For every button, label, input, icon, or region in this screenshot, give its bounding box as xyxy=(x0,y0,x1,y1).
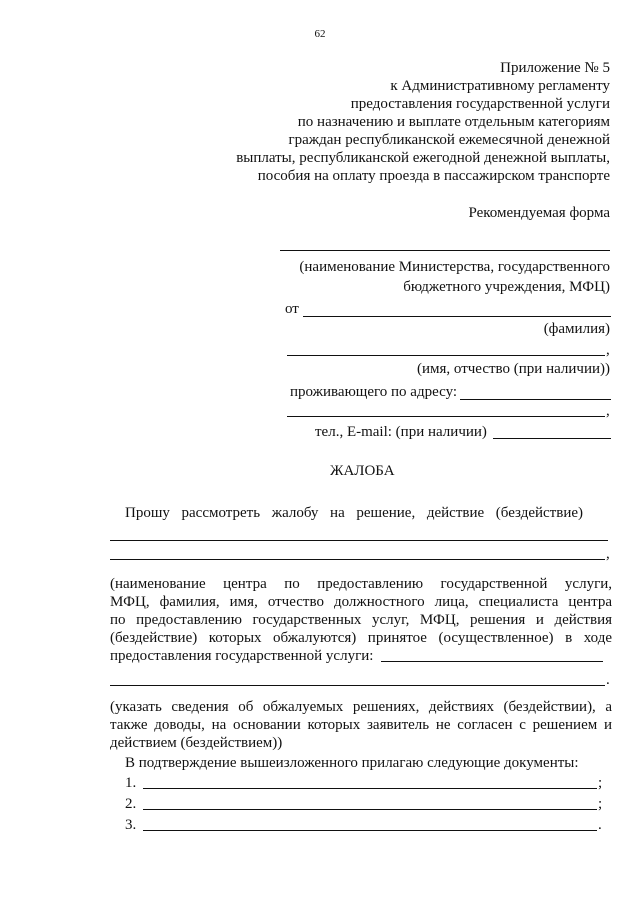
document-item-field-1[interactable] xyxy=(143,788,597,789)
name-field[interactable] xyxy=(287,355,605,356)
specify-line-1: (указать сведения об обжалуемых решениях, действиях (бездействии), а xyxy=(110,699,612,715)
specify-line-2: также доводы, на основании которых заявитель не согласен с решением и xyxy=(110,717,612,733)
contacts-label: тел., E-mail: (при наличии) xyxy=(315,424,487,440)
explain-last-line: предоставления государственной услуги: xyxy=(110,648,374,664)
address-field-comma: , xyxy=(606,403,610,419)
name-caption: (имя, отчество (при наличии)) xyxy=(416,361,610,377)
service-field-2[interactable] xyxy=(110,685,605,686)
decision-field-2[interactable] xyxy=(110,559,605,560)
from-label: от xyxy=(285,301,299,317)
page-number: 62 xyxy=(314,28,326,40)
service-field-period: . xyxy=(606,672,610,688)
document-item-end-3: . xyxy=(598,817,602,833)
contacts-field[interactable] xyxy=(493,438,611,439)
explain-line-1: (наименование центра по предоставлению государственной услуги, xyxy=(110,576,612,592)
appendix-line-5: граждан республиканской ежемесячной денежной xyxy=(288,132,610,148)
document-item-end-2: ; xyxy=(598,796,603,812)
document-item-number-2: 2. xyxy=(125,796,137,812)
document-item-field-3[interactable] xyxy=(143,830,597,831)
ministry-caption-2: бюджетного учреждения, МФЦ) xyxy=(403,279,610,295)
ministry-caption-1: (наименование Министерства, государственного xyxy=(299,259,610,275)
explain-line-3: по предоставлению государственных услуг, МФЦ, решения и действия xyxy=(110,612,612,628)
document-item-number-3: 3. xyxy=(125,817,137,833)
decision-field-comma: , xyxy=(606,546,610,562)
appendix-line-4: по назначению и выплате отдельным категориям xyxy=(297,114,610,130)
document-title: ЖАЛОБА xyxy=(330,463,395,479)
attach-line: В подтверждение вышеизложенного прилагаю следующие документы: xyxy=(125,755,579,771)
surname-field[interactable] xyxy=(303,316,611,317)
ministry-name-field[interactable] xyxy=(280,250,610,251)
document-item-field-2[interactable] xyxy=(143,809,597,810)
request-line: Прошу рассмотреть жалобу на решение, действие (бездействие) xyxy=(125,505,583,521)
address-label: проживающего по адресу: xyxy=(290,384,458,400)
service-field[interactable] xyxy=(381,661,603,662)
recommended-form-label: Рекомендуемая форма xyxy=(468,205,610,221)
surname-caption: (фамилия) xyxy=(543,321,610,337)
appendix-line-6: выплаты, республиканской ежегодной денежной выплаты, xyxy=(236,150,610,166)
appendix-line-2: к Административному регламенту xyxy=(390,78,610,94)
address-field-2[interactable] xyxy=(287,416,605,417)
appendix-line-3: предоставления государственной услуги xyxy=(350,96,610,112)
document-item-end-1: ; xyxy=(598,775,603,791)
specify-last-line: действием (бездействием)) xyxy=(110,735,283,751)
name-field-comma: , xyxy=(606,342,610,358)
explain-line-4: (бездействие) которых обжалуются) принятое (осуществленное) в ходе xyxy=(110,630,612,646)
appendix-line-7: пособия на оплату проезда в пассажирском транспорте xyxy=(257,168,610,184)
decision-field-1[interactable] xyxy=(110,540,608,541)
address-field-1[interactable] xyxy=(460,399,611,400)
document-item-number-1: 1. xyxy=(125,775,137,791)
appendix-line-1: Приложение № 5 xyxy=(500,60,610,76)
explain-line-2: МФЦ, фамилия, имя, отчество должностного лица, специалиста центра xyxy=(110,594,612,610)
